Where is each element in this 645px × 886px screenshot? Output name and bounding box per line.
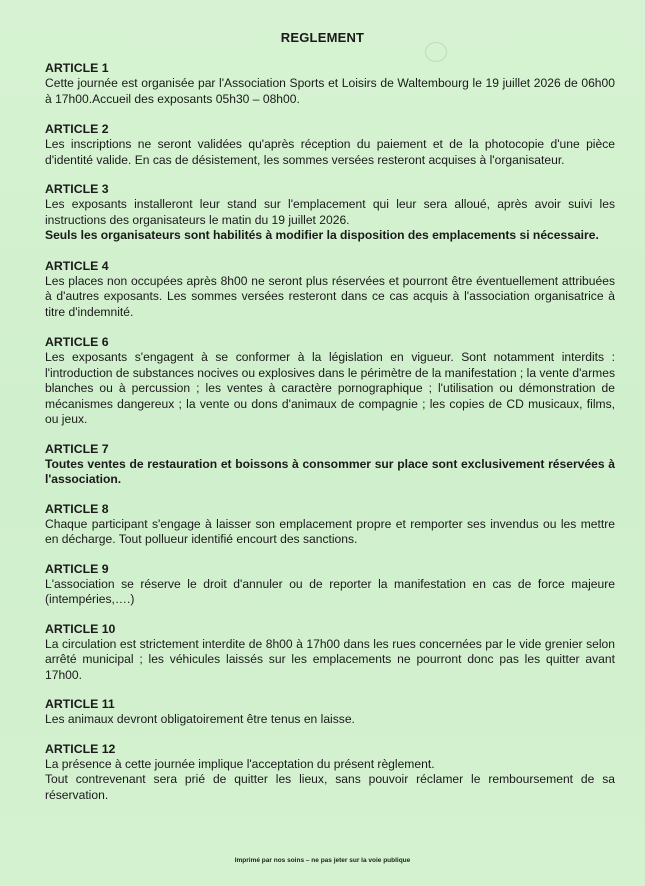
article-paragraph: L'association se réserve le droit d'annuler ou de reporter la manifestation en cas de force majeure (intempéries,….) (45, 576, 615, 606)
article-title: ARTICLE 11 (45, 697, 115, 711)
article-title: ARTICLE 1 (45, 61, 109, 75)
article-title: ARTICLE 2 (45, 122, 109, 136)
article-paragraph: Les inscriptions ne seront validées qu'après réception du paiement et de la photocopie d'une pièce d'identité valide. En cas de désistement, les sommes versées resteront acquises à l'organisateur. (45, 137, 615, 167)
article-10 (45, 621, 615, 684)
article-9 (45, 561, 615, 608)
page-title: REGLEMENT (280, 30, 365, 45)
article-title: ARTICLE 6 (45, 335, 109, 349)
article-1 (45, 60, 615, 107)
article-paragraph: Les animaux devront obligatoirement être tenus en laisse. (45, 712, 355, 726)
article-title: ARTICLE 9 (45, 561, 109, 576)
article-paragraph: Cette journée est organisée par l'Association Sports et Loisirs de Waltembourg le 19 juillet 2026 de 06h00 à 17h00.Accueil des exposants 05h30 – 08h00. (45, 76, 615, 106)
article-paragraph-bold: Toutes ventes de restauration et boissons à consommer sur place sont exclusivement réservées à l'association. (45, 456, 615, 486)
article-11 (45, 696, 615, 728)
article-4 (45, 258, 615, 321)
article-paragraph: Tout contrevenant sera prié de quitter les lieux, sans pouvoir réclamer le remboursement de sa réservation. (45, 772, 615, 802)
article-title: ARTICLE 4 (45, 258, 109, 273)
article-7 (45, 441, 615, 488)
footer-note: Imprimé par nos soins – ne pas jeter sur la voie publique (234, 857, 411, 864)
article-title: ARTICLE 10 (45, 621, 116, 636)
article-paragraph: La présence à cette journée implique l'acceptation du présent règlement. (45, 756, 435, 771)
article-title: ARTICLE 8 (45, 501, 109, 516)
article-paragraph: La circulation est strictement interdite de 8h00 à 17h00 dans les rues concernées par le vide grenier selon arrêté municipal ; les véhicules laissés sur les emplacements ne pourront donc pas les quitter avant 17h00. (45, 636, 615, 682)
article-8 (45, 501, 615, 548)
faint-stamp-mark (425, 42, 447, 62)
articles-list (45, 60, 615, 814)
article-paragraph-bold: Seuls les organisateurs sont habilités à modifier la disposition des emplacements si nécessaire. (45, 228, 599, 242)
article-6 (45, 334, 615, 428)
article-title: ARTICLE 12 (45, 741, 116, 756)
article-title: ARTICLE 7 (45, 441, 109, 456)
article-paragraph: Chaque participant s'engage à laisser son emplacement propre et remporter ses invendus ou les mettre en décharge. Tout pollueur identifié encourt des sanctions. (45, 516, 615, 546)
article-2 (45, 121, 615, 168)
article-3 (45, 181, 615, 244)
article-paragraph: Les places non occupées après 8h00 ne seront plus réservées et pourront être éventuellement attribuées à d'autres exposants. Les sommes versées resteront dans ce cas acquis à l'association organisatrice à titre d'indemnité. (45, 273, 615, 319)
article-paragraph: Les exposants installeront leur stand sur l'emplacement qui leur sera alloué, après avoir suivi les instructions des organisateurs le matin du 19 juillet 2026. (45, 197, 615, 227)
article-title: ARTICLE 3 (45, 182, 109, 196)
article-paragraph: Les exposants s'engagent à se conformer à la législation en vigueur. Sont notamment interdits : l'introduction de substances nocives ou explosives dans le périmètre de la manifestation ; la vente d'armes blanches ou à percussion ; les ventes à caractère pornographique ; l'utilisation ou démonstration de mécanismes dangereux ; la vente ou dons d'animaux de compagnie ; les copies de CD musicaux, films, ou jeux. (45, 350, 615, 426)
article-12 (45, 741, 615, 804)
